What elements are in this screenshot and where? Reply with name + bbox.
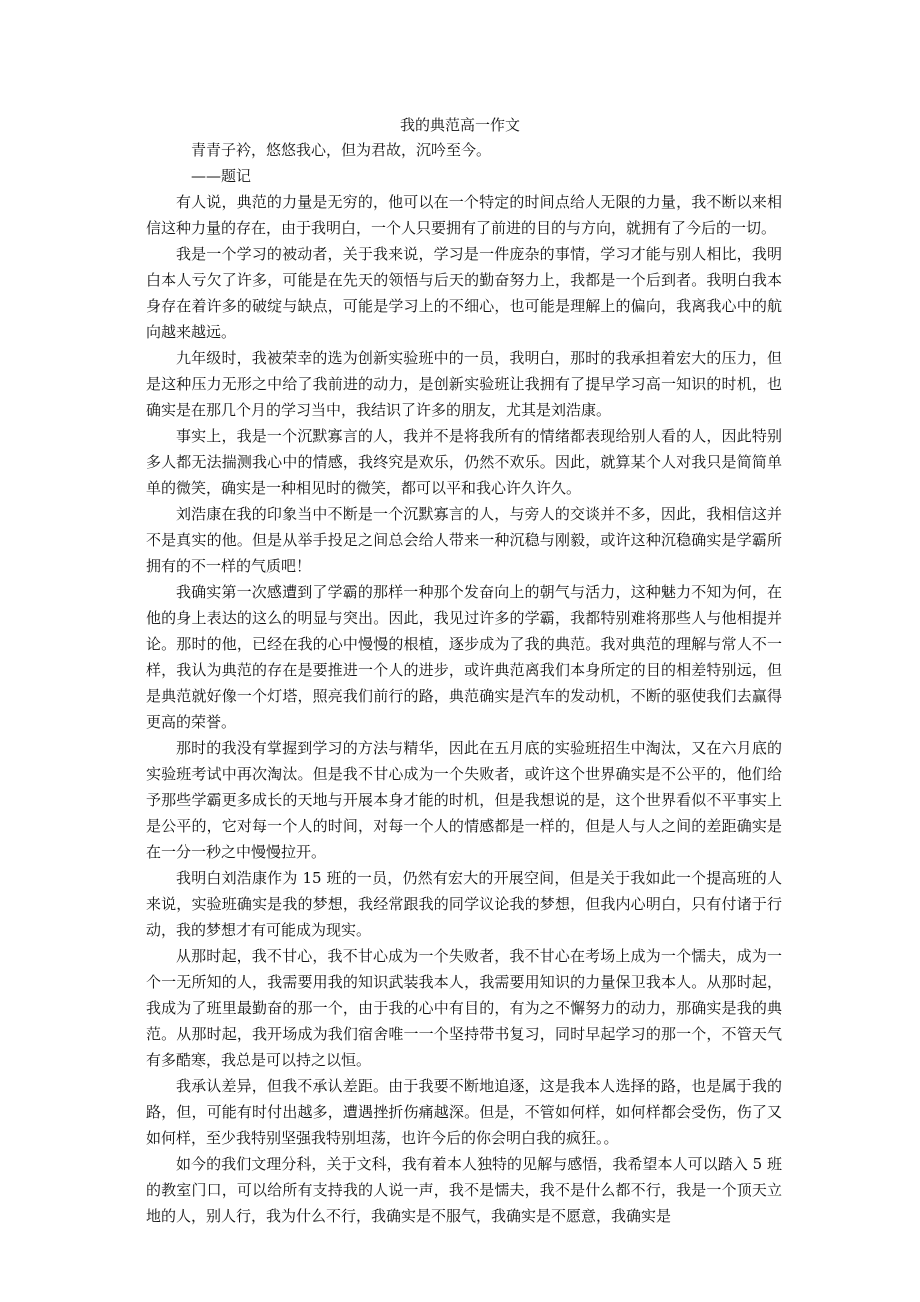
paragraph: 刘浩康在我的印象当中不断是一个沉默寡言的人，与旁人的交谈并不多，因此，我相信这并不是真实的他。但是从举手投足之间总会给人带来一种沉稳与刚毅，或许这种沉稳确实是学霸所拥有的不一样的气质吧！ <box>146 505 782 575</box>
paragraph: 那时的我没有掌握到学习的方法与精华，因此在五月底的实验班招生中淘汰，又在六月底的实验班考试中再次淘汰。但是我不甘心成为一个失败者，或许这个世界确实是不公平的，他们给予那些学霸更多成长的天地与开展本身才能的时机，但是我想说的是，这个世界看似不平事实上是公平的，它对每一个人的时间，对每一个人的情感都是一样的，但是人与人之间的差距确实是在一分一秒之中慢慢拉开。 <box>146 739 782 861</box>
paragraph: 我明白刘浩康作为 15 班的一员，仍然有宏大的开展空间，但是关于我如此一个提高班的人来说，实验班确实是我的梦想，我经常跟我的同学议论我的梦想，但我内心明白，只有付诸于行动，我的梦想才有可能成为现实。 <box>146 869 782 939</box>
paragraph: 九年级时，我被荣幸的选为创新实验班中的一员，我明白，那时的我承担着宏大的压力，但是这种压力无形之中给了我前进的动力，是创新实验班让我拥有了提早学习高一知识的时机，也确实是在那几个月的学习当中，我结识了许多的朋友，尤其是刘浩康。 <box>146 349 782 419</box>
paragraph: 我承认差异，但我不承认差距。由于我要不断地追逐，这是我本人选择的路，也是属于我的路，但，可能有时付出越多，遭遇挫折伤痛越深。但是，不管如何样，如何样都会受伤，伤了又如何样，至少我特别坚强我特别坦荡，也许今后的你会明白我的疯狂。。 <box>146 1077 782 1147</box>
paragraph: 从那时起，我不甘心，我不甘心成为一个失败者，我不甘心在考场上成为一个懦夫，成为一个一无所知的人，我需要用我的知识武装我本人，我需要用知识的力量保卫我本人。从那时起，我成为了班里最勤奋的那一个，由于我的心中有目的，有为之不懈努力的动力，那确实是我的典范。从那时起，我开场成为我们宿舍唯一一个坚持带书复习，同时早起学习的那一个，不管天气有多酷寒，我总是可以持之以恒。 <box>146 947 782 1069</box>
paragraph: 我是一个学习的被动者，关于我来说，学习是一件庞杂的事情，学习才能与别人相比，我明白本人亏欠了许多，可能是在先天的领悟与后天的勤奋努力上，我都是一个后到者。我明白我本身存在着许多的破绽与缺点，可能是学习上的不细心，也可能是理解上的偏向，我离我心中的航向越来越远。 <box>146 245 782 341</box>
paragraph: 有人说，典范的力量是无穷的，他可以在一个特定的时间点给人无限的力量，我不断以来相信这种力量的存在，由于我明白，一个人只要拥有了前进的目的与方向，就拥有了今后的一切。 <box>146 193 782 237</box>
paragraph: 我确实第一次感遭到了学霸的那样一种那个发奋向上的朝气与活力，这种魅力不知为何，在他的身上表达的这么的明显与突出。因此，我见过许多的学霸，我都特别难将那些人与他相提并论。那时的他，已经在我的心中慢慢的根植，逐步成为了我的典范。我对典范的理解与常人不一样，我认为典范的存在是要推进一个人的进步，或许典范离我们本身所定的目的相差特别远，但是典范就好像一个灯塔，照亮我们前行的路，典范确实是汽车的发动机，不断的驱使我们去赢得更高的荣誉。 <box>146 583 782 731</box>
paragraph: 事实上，我是一个沉默寡言的人，我并不是将我所有的情绪都表现给别人看的人，因此特别多人都无法揣测我心中的情感，我终究是欢乐，仍然不欢乐。因此，就算某个人对我只是简简单单的微笑，确实是一种相见时的微笑，都可以平和我心许久许久。 <box>146 427 782 497</box>
epigraph-signature: ——题记 <box>191 167 252 185</box>
document-body <box>146 137 782 1229</box>
paragraph: 如今的我们文理分科，关于文科，我有着本人独特的见解与感悟，我希望本人可以踏入 5 班的教室门口，可以给所有支持我的人说一声，我不是懦夫，我不是什么都不行，我是一个顶天立地的人，别人行，我为什么不行，我确实是不服气，我确实是不愿意，我确实是 <box>146 1155 782 1225</box>
epigraph: 青青子衿，悠悠我心，但为君故，沉吟至今。 <box>191 141 492 159</box>
document-title: 我的典范高一作文 <box>399 116 520 134</box>
